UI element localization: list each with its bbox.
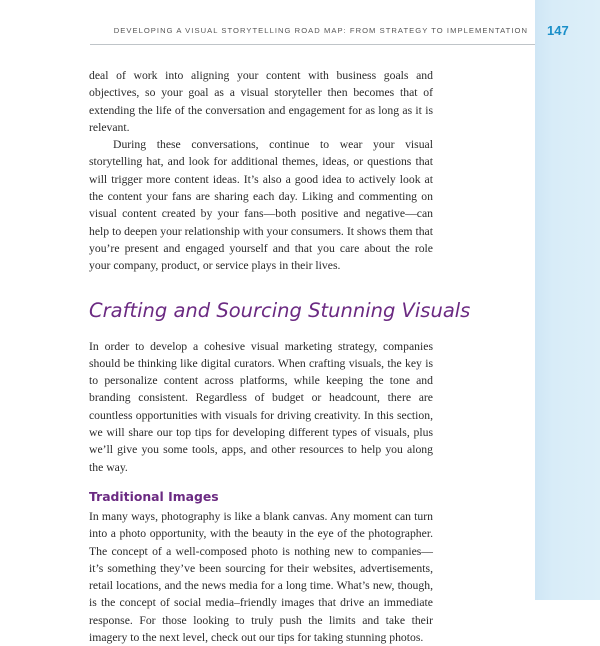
running-head: DEVELOPING A VISUAL STORYTELLING ROAD MAP: FROM STRATEGY TO IMPLEMENTATION xyxy=(113,26,528,35)
section-heading: Crafting and Sourcing Stunning Visuals xyxy=(89,298,471,322)
body-text-column xyxy=(89,67,471,646)
paragraph-traditional-images: In many ways, photography is like a blank canvas. Any moment can turn into a photo opportunity, with the beauty in the eye of the photographer. The concept of a well-composed photo is nothing new to companies—it’s something they’ve been sourcing for their websites, advertisements, retail locations, and the news media for a long time. What’s new, though, is the concept of social media–friendly images that drive an immediate response. For those looking to truly push the limits and take their imagery to the next level, check out our tips for taking stunning photos. xyxy=(89,509,433,645)
subsection-heading: Traditional Images xyxy=(89,488,219,504)
paragraph-conversations: During these conversations, continue to wear your visual storytelling hat, and look for additional themes, ideas, or questions that will trigger more content ideas. It’s also a good idea to actively look at the content your fans are sharing each day. Liking and commenting on visual content created by your fans—both positive and negative—can help to deepen your relationship with your consumers. It shows them that you’re present and engaged yourself and that you care about the role your company, product, or service plays in their lives. xyxy=(89,138,433,273)
page-edge-band xyxy=(535,0,600,600)
paragraph-continued: deal of work into aligning your content with business goals and objectives, so your goal as a visual storyteller then becomes that of extending the life of the conversation and engagement for as long as it is relevant. xyxy=(89,69,433,134)
header-rule xyxy=(90,44,535,45)
paragraph-visual-strategy: In order to develop a cohesive visual marketing strategy, companies should be thinking like digital curators. When crafting visuals, the key is to personalize content across platforms, while keeping the tone and branding consistent. Regardless of budget or headcount, there are countless opportunities with visuals for driving creativity. In this section, we will share our top tips for developing different types of visuals, plus we’ll give you some tools, apps, and other resources to help you along the way. xyxy=(89,339,433,474)
page-number: 147 xyxy=(547,23,569,38)
